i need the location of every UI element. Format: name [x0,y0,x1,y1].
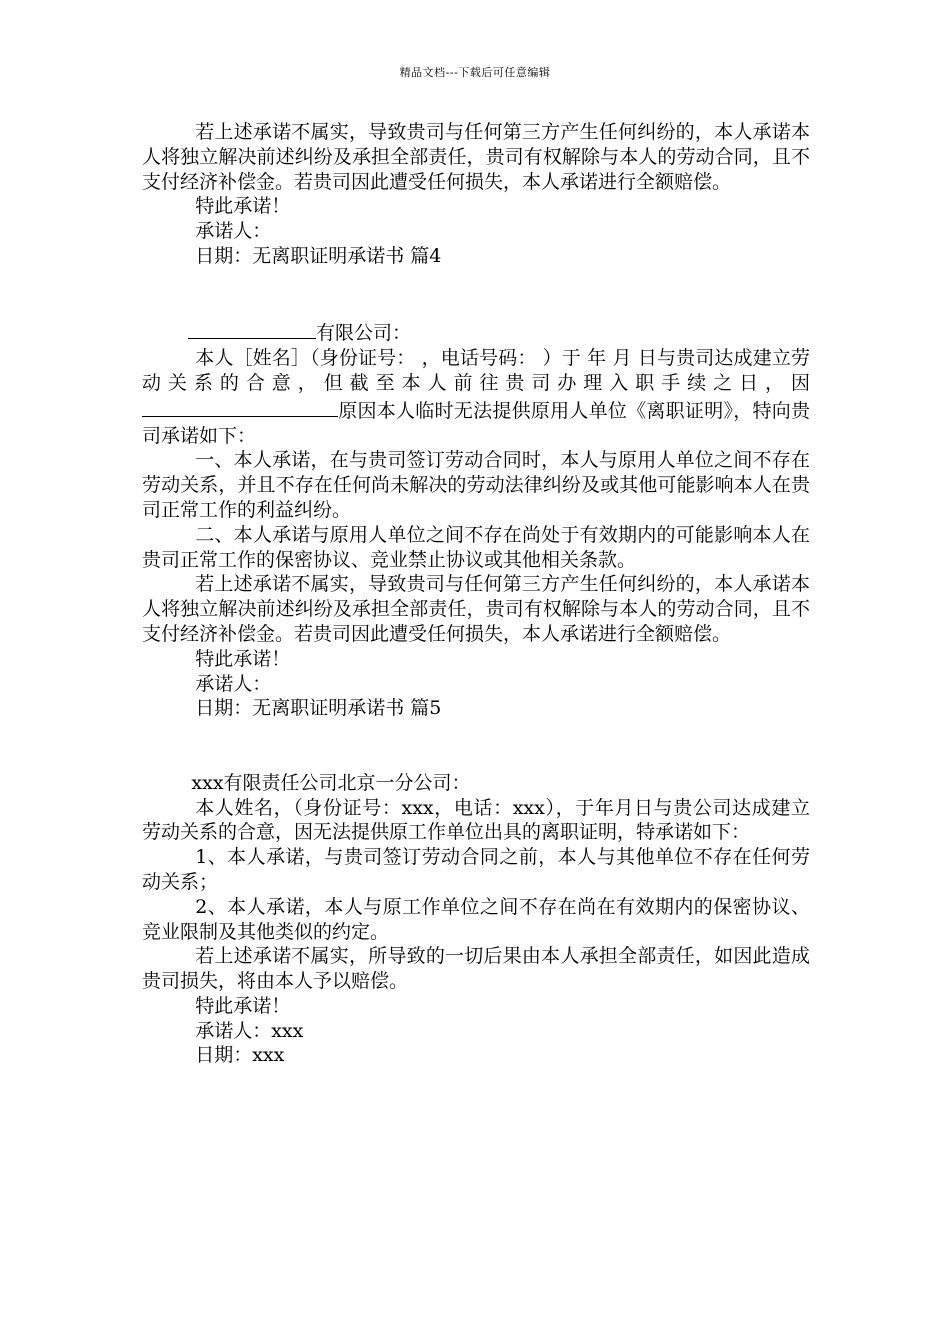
s4-addressee [142,318,810,346]
s5-item1: 1、本人承诺，与贵司签订劳动合同之前，本人与其他单位不存在任何劳动关系； [142,846,810,893]
s4-intro-part2: 原因本人临时无法提供原用人单位《离职证明》，特向贵司承诺如下： [142,399,810,447]
s4-closing: 特此承诺！ [195,647,291,670]
s5-signer: 承诺人：xxx [195,1019,304,1042]
s3-signer: 承诺人： [195,220,272,243]
s5-addressee: xxx有限责任公司北京一分公司： [191,771,471,794]
s5-item2: 2、本人承诺，本人与原工作单位之间不存在尚在有效期内的保密协议、竞业限制及其他类似的约定。 [142,895,810,943]
s3-closing: 特此承诺！ [195,195,291,218]
section-gap [142,269,810,319]
page-header-watermark: 精品文档---下载后可任意编辑 [399,66,551,79]
s3-consequence-paragraph: 若上述承诺不属实，导致贵司与任何第三方产生任何纠纷的，本人承诺本人将独立解决前述纠纷及承担全部责任，贵司有权解除与本人的劳动合同，且不支付经济补偿金。若贵司因此遭受任何损失，本人承诺进行全额赔偿。 [142,121,810,193]
document-body [142,120,810,1068]
s4-item1: 一、本人承诺，在与贵司签订劳动合同时，本人与原用人单位之间不存在劳动关系，并且不存在任何尚未解决的劳动法律纠纷及或其他可能影响本人在贵司正常工作的利益纠纷。 [142,449,810,521]
s5-date: 日期：xxx [195,1044,285,1067]
s4-addressee-text: 有限公司： [316,322,412,345]
section-gap [142,721,810,771]
s4-signer: 承诺人： [195,672,272,695]
s4-item2: 二、本人承诺与原用人单位之间不存在尚处于有效期内的可能影响本人在贵司正常工作的保密协议、竞业禁止协议或其他相关条款。 [142,523,810,571]
s4-intro-paragraph [142,346,810,448]
s3-date-and-section4-title: 日期：无离职证明承诺书 篇4 [195,244,442,267]
reason-blank [142,396,338,417]
s5-intro-paragraph: 本人姓名，（身份证号：xxx，电话：xxx），于年月日与贵公司达成建立劳动关系的合意，因无法提供原工作单位出具的离职证明，特承诺如下： [142,796,810,844]
s5-consequence-paragraph: 若上述承诺不属实，所导致的一切后果由本人承担全部责任，如因此造成贵司损失，将由本人予以赔偿。 [142,945,810,993]
s4-intro-part1: 本人［姓名］（身份证号： ，电话号码： ）于 年 月 日与贵司达成建立劳动关系的合意，但截至本人前往贵司办理入职手续之日，因 [142,347,810,394]
s4-date-and-section5-title: 日期：无离职证明承诺书 篇5 [195,697,442,720]
company-name-blank [188,318,316,339]
s5-closing: 特此承诺！ [195,994,291,1017]
s4-consequence-paragraph: 若上述承诺不属实，导致贵司与任何第三方产生任何纠纷的，本人承诺本人将独立解决前述纠纷及承担全部责任，贵司有权解除与本人的劳动合同，且不支付经济补偿金。若贵司因此遭受任何损失，本人承诺进行全额赔偿。 [142,573,810,645]
